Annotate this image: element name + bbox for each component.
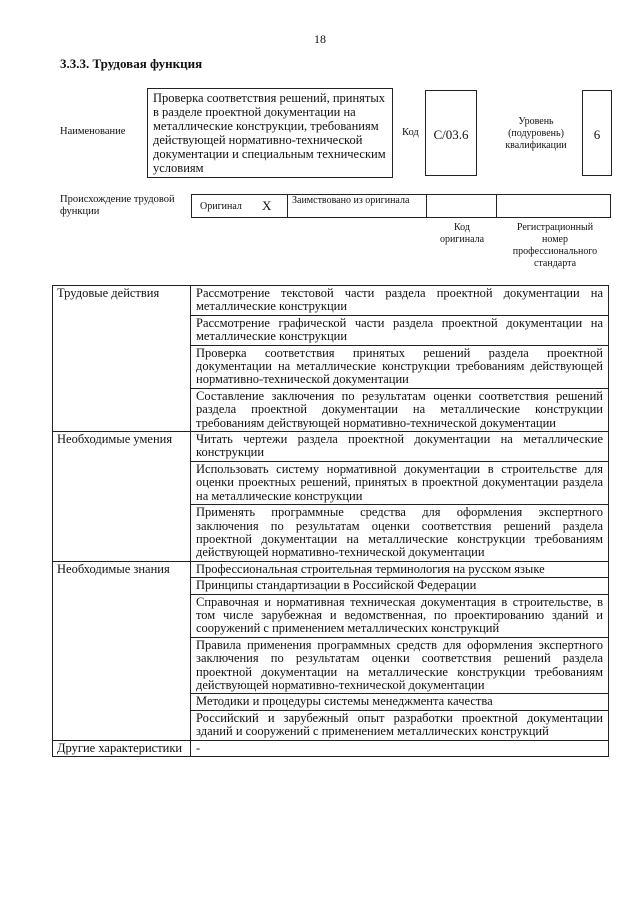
other-label: Другие характеристики bbox=[53, 740, 191, 756]
table-row bbox=[53, 561, 609, 577]
original-cell bbox=[191, 194, 288, 218]
knowledge-item: Профессиональная строительная терминология на русском языке bbox=[191, 561, 609, 577]
knowledge-item: Справочная и нормативная техническая документация в строительстве, в том числе зарубежная и ведомственная, по проектированию зданий и сооружений с применением металлических конструкций bbox=[191, 594, 609, 637]
knowledge-item: Российский и зарубежный опыт разработки проектной документации зданий и сооружений с применением металлических конструкций bbox=[191, 710, 609, 740]
knowledge-item: Методики и процедуры системы менеджмента качества bbox=[191, 694, 609, 710]
table-row bbox=[53, 740, 609, 756]
function-details-table bbox=[52, 285, 609, 757]
action-item: Проверка соответствия принятых решений раздела проектной документации на металлические конструкции требованиям действующей нормативно-технической документации bbox=[191, 345, 609, 388]
table-row bbox=[53, 286, 609, 316]
reg-number-cell bbox=[496, 194, 611, 218]
table-row bbox=[53, 432, 609, 462]
page-number: 18 bbox=[314, 32, 326, 46]
function-level-box: 6 bbox=[582, 90, 612, 176]
action-item: Рассмотрение графической части раздела проектной документации на металлические конструкции bbox=[191, 315, 609, 345]
function-code-box: С/03.6 bbox=[425, 90, 477, 176]
action-item: Составление заключения по результатам оценки соответствия решений раздела проектной документации на металлические конструкции требованиям действующей нормативно-технической документации bbox=[191, 388, 609, 431]
actions-label: Трудовые действия bbox=[53, 286, 191, 432]
action-item: Рассмотрение текстовой части раздела проектной документации на металлические конструкции bbox=[191, 286, 609, 316]
knowledge-label: Необходимые знания bbox=[53, 561, 191, 740]
skill-item: Читать чертежи раздела проектной документации на металлические конструкции bbox=[191, 432, 609, 462]
other-value: - bbox=[191, 740, 609, 756]
code-original-label: Код оригинала bbox=[439, 222, 485, 245]
code-label: Код bbox=[402, 127, 419, 138]
original-mark: X bbox=[262, 198, 272, 213]
level-label: Уровень (подуровень) квалификации bbox=[505, 116, 567, 151]
knowledge-item: Принципы стандартизации в Российской Федерации bbox=[191, 578, 609, 594]
skill-item: Применять программные средства для оформления экспертного заключения по результатам оценки соответствия решений раздела проектной документации на металлические конструкции требованиям действующей нормативно-технической документации bbox=[191, 505, 609, 562]
borrowed-label: Заимствовано из оригинала bbox=[292, 195, 410, 206]
code-original-cell bbox=[426, 194, 497, 218]
section-title: 3.3.3. Трудовая функция bbox=[60, 56, 203, 71]
borrowed-cell bbox=[287, 194, 427, 218]
skill-item: Использовать систему нормативной документации в строительстве для оценки проектных решений, принятых в проектной документации раздела на металлические конструкции bbox=[191, 461, 609, 504]
reg-number-label: Регистрационный номер профессионального стандарта bbox=[512, 222, 598, 269]
function-name-box: Проверка соответствия решений, принятых в разделе проектной документации на металлические конструкции, требованиям действующей нормативно-технической документации и специальным техническим условиям bbox=[147, 88, 393, 178]
origin-row bbox=[192, 194, 612, 218]
skills-label: Необходимые умения bbox=[53, 432, 191, 562]
name-label: Наименование bbox=[60, 126, 126, 137]
knowledge-item: Правила применения программных средств для оформления экспертного заключения по результатам оценки соответствия решений раздела проектной документации на металлические конструкции требованиям действующей нормативно-технической документации bbox=[191, 637, 609, 694]
original-label: Оригинал bbox=[200, 201, 242, 212]
origin-label: Происхождение трудовой функции bbox=[60, 194, 175, 217]
